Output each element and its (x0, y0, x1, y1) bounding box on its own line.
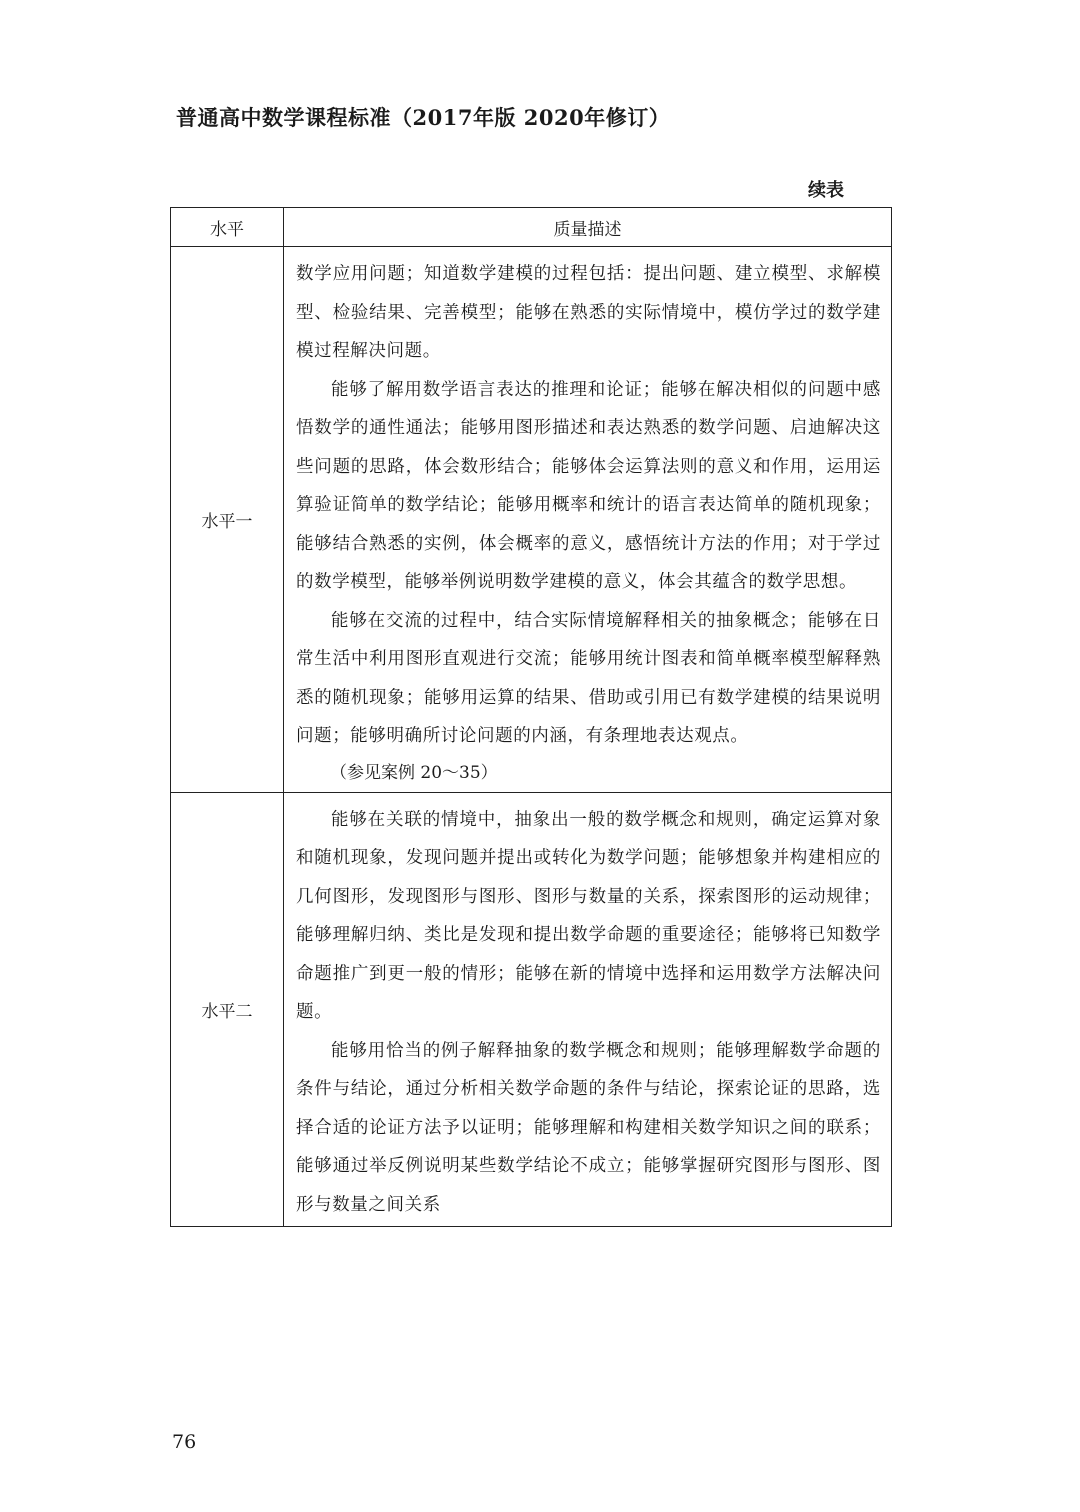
level-1-paragraph: 数学应用问题；知道数学建模的过程包括：提出问题、建立模型、求解模型、检验结果、完善模型；能够在熟悉的实际情境中，模仿学过的数学建模过程解决问题。 (296, 264, 881, 361)
table-continued-label: 续表 (808, 180, 844, 201)
header-level: 水平 (171, 208, 284, 247)
level-1-paragraph: 能够了解用数学语言表达的推理和论证；能够在解决相似的问题中感悟数学的通性通法；能够用图形描述和表达熟悉的数学问题、启迪解决这些问题的思路，体会数形结合；能够体会运算法则的意义和作用，运用运算验证简单的数学结论；能够用概率和统计的语言表达简单的随机现象；能够结合熟悉的实例，体会概率的意义，感悟统计方法的作用；对于学过的数学模型，能够举例说明数学建模的意义，体会其蕴含的数学思想。 (296, 379, 881, 592)
level-2-label: 水平二 (171, 792, 284, 1227)
table-row-level-1 (171, 247, 892, 793)
table-header-row (171, 208, 892, 247)
case-reference: （参见案例 20～35） (330, 762, 498, 783)
level-2-description (284, 792, 892, 1227)
page-number: 76 (172, 1431, 197, 1453)
running-head: 普通高中数学课程标准（2017年版 2020年修订） (176, 105, 671, 130)
level-2-paragraph: 能够在关联的情境中，抽象出一般的数学概念和规则，确定运算对象和随机现象，发现问题并提出或转化为数学问题；能够想象并构建相应的几何图形，发现图形与图形、图形与数量的关系，探索图形的运动规律；能够理解归纳、类比是发现和提出数学命题的重要途径；能够将已知数学命题推广到更一般的情形；能够在新的情境中选择和运用数学方法解决问题。 (296, 809, 881, 1022)
level-1-paragraph: 能够在交流的过程中，结合实际情境解释相关的抽象概念；能够在日常生活中利用图形直观进行交流；能够用统计图表和简单概率模型解释熟悉的随机现象；能够用运算的结果、借助或引用已有数学建模的结果说明问题；能够明确所讨论问题的内涵，有条理地表达观点。 (296, 610, 881, 746)
level-2-paragraph: 能够用恰当的例子解释抽象的数学概念和规则；能够理解数学命题的条件与结论，通过分析相关数学命题的条件与结论，探索论证的思路，选择合适的论证方法予以证明；能够理解和构建相关数学知识之间的联系；能够通过举反例说明某些数学结论不成立；能够掌握研究图形与图形、图形与数量之间关系 (296, 1040, 881, 1215)
quality-description-table (170, 207, 892, 1227)
header-description: 质量描述 (284, 208, 892, 247)
level-1-description (284, 247, 892, 793)
level-1-label: 水平一 (171, 247, 284, 793)
table-row-level-2 (171, 792, 892, 1227)
